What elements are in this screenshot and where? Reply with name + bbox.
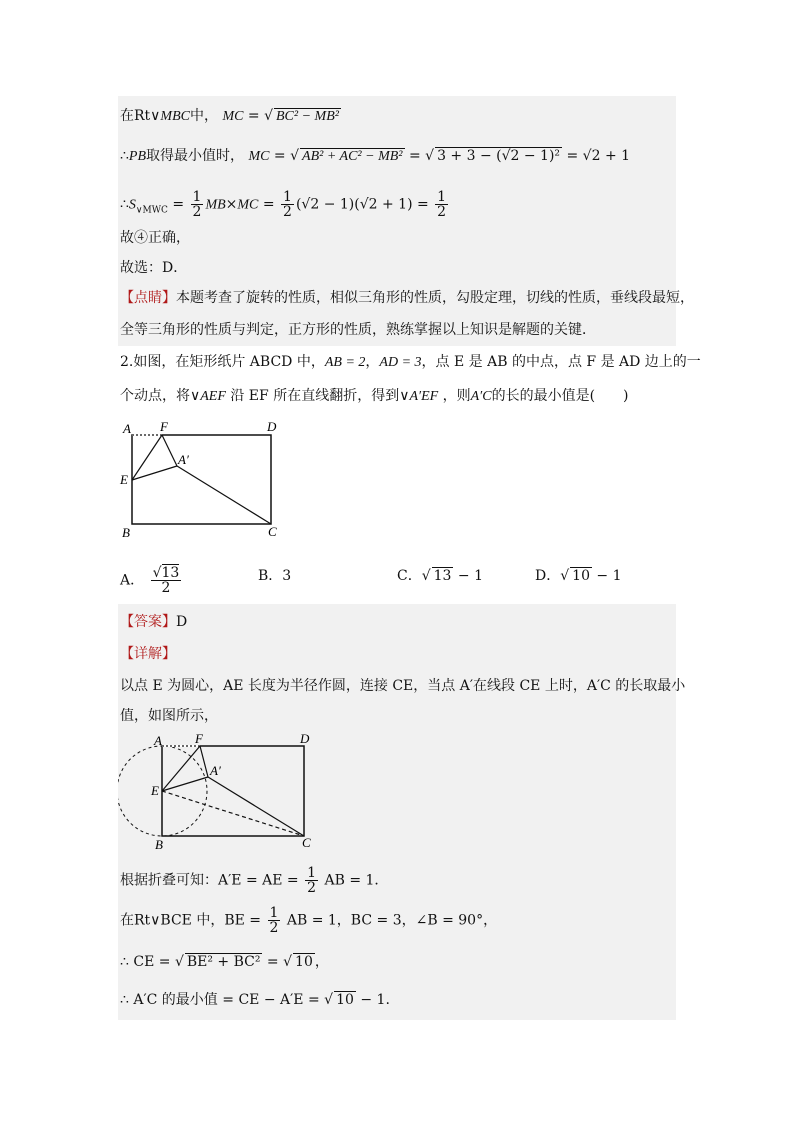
question-line-1: 2.如图，在矩形纸片 ABCD 中，AB = 2，AD = 3，点 E 是 AB 的中点，点 F 是 AD 边上的一: [120, 354, 701, 370]
solution-line-4: 故④正确，: [120, 230, 190, 246]
label-F: F: [195, 733, 203, 746]
label-D: D: [300, 733, 310, 746]
solution-line-2: ∴PB取得最小值时， MC = √ AB² + AC² − MB² = √ 3 + 3 − (√2 − 1)² = √2 + 1: [120, 148, 631, 164]
tip-line-1: 【点睛】本题考查了旋转的性质，相似三角形的性质，勾股定理，切线的性质，垂线段最短，: [120, 290, 694, 306]
detail-label: 【详解】: [120, 646, 176, 662]
question-figure: [115, 418, 295, 543]
label-B: B: [155, 837, 163, 851]
label-F: F: [160, 419, 168, 434]
option-d: D．√ 10 − 1: [535, 568, 622, 584]
answer-label: 【答案】: [120, 614, 176, 630]
detail-line-4: 在Rt∨BCE 中，BE = $\frac{1}{2}$ AB = 1，BC = 3，∠B = 90°，: [120, 905, 498, 936]
detail-line-5: ∴ CE = √ BE² + BC² = √ 10 ，: [120, 954, 329, 970]
label-B: B: [122, 525, 130, 540]
detail-line-1: 以点 E 为圆心，AE 长度为半径作圆，连接 CE，当点 A′在线段 CE 上时，A′C 的长取最小: [120, 678, 686, 694]
label-E: E: [151, 783, 159, 798]
tip-label: 【点睛】: [120, 290, 176, 306]
option-b: B．3: [258, 568, 292, 584]
label-A: A: [123, 421, 131, 436]
tip-line-2: 全等三角形的性质与判定，正方形的性质，熟练掌握以上知识是解题的关键．: [120, 322, 596, 338]
label-C: C: [268, 524, 277, 539]
detail-line-3: 根据折叠可知：A′E = AE = $\frac{1}{2}$ AB = 1．: [120, 865, 389, 896]
solution-line-1: 在Rt∨MBC中， MC = √ BC² − MB²: [120, 108, 339, 124]
label-A: A: [154, 733, 162, 748]
option-c: C．√ 13 − 1: [397, 568, 484, 584]
solution-block-top: [118, 96, 676, 346]
solution-line-3: $\therefore S_{\vee MWC}$ = $\frac{1}{2}$ MB×MC = $\frac{1}{2}$ (√2 − 1)(√2 + 1) = $\frac{1}{2}$: [120, 189, 447, 220]
question-line-2: 个动点，将∨AEF 沿 EF 所在直线翻折，得到∨A′EF ，则A′C的长的最小值是( ): [120, 388, 629, 404]
option-a: A． $\frac{√13}{2}$: [120, 565, 180, 596]
answer-line: 【答案】D: [120, 614, 188, 630]
label-C: C: [302, 835, 311, 850]
solution-line-5: 故选：D．: [120, 260, 188, 276]
detail-line-2: 值，如图所示，: [120, 708, 218, 724]
label-E: E: [120, 472, 128, 487]
answer-figure: [118, 733, 318, 851]
detail-line-6: ∴ A′C 的最小值 = CE − A′E = √ 10 − 1.: [120, 992, 390, 1008]
label-D: D: [267, 419, 277, 434]
label-A1: A′: [210, 763, 221, 778]
label-A1: A′: [178, 452, 189, 467]
